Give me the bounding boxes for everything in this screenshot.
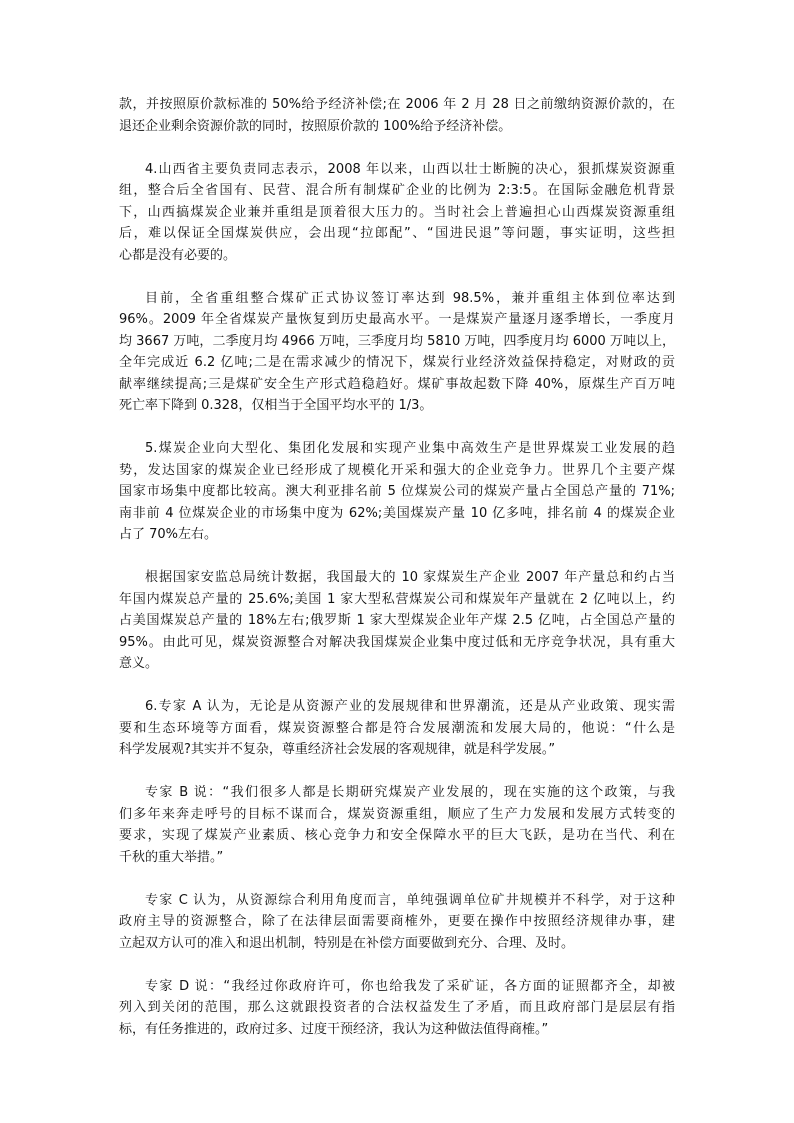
text-line: 们多年来奔走呼号的目标不谋而合，煤炭资源重组，顺应了生产力发展和发展方式转变的	[119, 806, 675, 822]
text-line: 心都是没有必要的。	[119, 247, 237, 263]
text-line: 南非前 4 位煤炭企业的市场集中度为 62%;美国煤炭产量 10 亿多吨，排名前 4 的煤炭企业	[119, 505, 675, 521]
text-line: 专家 C 认为，从资源综合利用角度而言，单纯强调单位矿井规模并不科学，对于这种	[145, 892, 675, 908]
text-line: 立起双方认可的准入和退出机制，特别是在补偿方面要做到充分、合理、及时。	[119, 935, 575, 951]
text-line: 根据国家安监总局统计数据，我国最大的 10 家煤炭生产企业 2007 年产量总和约占当	[145, 570, 675, 585]
paragraph-expert-a	[119, 696, 675, 761]
paragraph-current-status	[119, 288, 675, 417]
text-line: 科学发展观?其实并不复杂，尊重经济社会发展的客观规律，就是科学发展。”	[119, 742, 556, 757]
text-line: 意义。	[119, 656, 159, 671]
text-line: 死亡率下降到 0.328，仅相当于全国平均水平的 1/3。	[119, 398, 433, 413]
paragraph-expert-d	[119, 976, 675, 1041]
text-line: 6.专家 A 认为，无论是从资源产业的发展规律和世界潮流，还是从产业政策、现实需	[145, 699, 675, 714]
text-line: 政府主导的资源整合，除了在法律层面需要商榷外，更要在操作中按照经济规律办事，建	[119, 914, 675, 929]
text-line: 款，并按照原价款标准的 50%给予经济补偿;在 2006 年 2 月 28 日之前缴纳资源价款的，在	[119, 97, 675, 112]
text-line: 专家 D 说：“我经过你政府许可，你也给我发了采矿证，各方面的证照都齐全，却被	[145, 978, 675, 994]
document-body	[119, 94, 675, 1062]
text-line: 标，有任务推进的，政府过多、过度干预经济，我认为这种做法值得商榷。”	[119, 1021, 549, 1037]
text-line: 5.煤炭企业向大型化、集团化发展和实现产业集中高效生产是世界煤炭工业发展的趋	[145, 441, 675, 456]
text-line: 下，山西搞煤炭企业兼并重组是顶着很大压力的。当时社会上普遍担心山西煤炭资源重组	[119, 204, 675, 220]
paragraph-point-4	[119, 159, 675, 267]
text-line: 献率继续提高;三是煤矿安全生产形式趋稳趋好。煤矿事故起数下降 40%，原煤生产百万吨	[119, 376, 675, 392]
text-line: 目前，全省重组整合煤矿正式协议签订率达到 98.5%，兼并重组主体到位率达到	[145, 290, 675, 306]
text-line: 国家市场集中度都比较高。澳大利亚排名前 5 位煤炭公司的煤炭产量占全国总产量的 71%;	[119, 484, 675, 499]
paragraph-point-5	[119, 438, 675, 546]
text-line: 要求，实现了煤炭产业素质、核心竞争力和安全保障水平的巨大飞跃，是功在当代、利在	[119, 828, 675, 843]
text-line: 全年完成近 6.2 亿吨;二是在需求减少的情况下，煤炭行业经济效益保持稳定，对财政的贡	[119, 355, 675, 370]
text-line: 退还企业剩余资源价款的同时，按照原价款的 100%给予经济补偿。	[119, 118, 512, 134]
paragraph-expert-b	[119, 782, 675, 868]
text-line: 均 3667 万吨，二季度月均 4966 万吨，三季度月均 5810 万吨，四季度月均 6000 万吨以上，	[119, 333, 675, 349]
text-line: 95%。由此可见，煤炭资源整合对解决我国煤炭企业集中度过低和无序竞争状况，具有重大	[119, 634, 675, 650]
text-line: 年国内煤炭总产量的 25.6%;美国 1 家大型私营煤炭公司和煤炭年产量就在 2 亿吨以上，约	[119, 591, 675, 607]
text-line: 要和生态环境等方面看，煤炭资源整合都是符合发展潮流和发展大局的，他说：“什么是	[119, 720, 675, 736]
paragraph-statistics	[119, 567, 675, 675]
text-line: 后，难以保证全国煤炭供应，会出现“拉郎配”、“国进民退”等问题，事实证明，这些担	[119, 226, 675, 241]
text-line: 列入到关闭的范围，那么这就跟投资者的合法权益发生了矛盾，而且政府部门是层层有指	[119, 1000, 675, 1015]
text-line: 占了 70%左右。	[119, 527, 218, 542]
text-line: 专家 B 说：“我们很多人都是长期研究煤炭产业发展的，现在实施的这个政策，与我	[145, 785, 675, 800]
text-line: 96%。2009 年全省煤炭产量恢复到历史最高水平。一是煤炭产量逐月逐季增长，一季度月	[119, 312, 675, 327]
text-line: 占美国煤炭总产量的 18%左右;俄罗斯 1 家大型煤炭企业年产煤 2.5 亿吨，占全国总产量的	[119, 613, 675, 628]
text-line: 千秋的重大举措。”	[119, 849, 224, 865]
text-line: 势，发达国家的煤炭企业已经形成了规模化开采和强大的企业竞争力。世界几个主要产煤	[119, 462, 675, 478]
paragraph-expert-c	[119, 890, 675, 955]
text-line: 4.山西省主要负责同志表示，2008 年以来，山西以壮士断腕的决心，狠抓煤炭资源重	[145, 161, 675, 177]
text-line: 组，整合后全省国有、民营、混合所有制煤矿企业的比例为 2:3:5。在国际金融危机背景	[119, 183, 675, 198]
paragraph-compensation-continued	[119, 94, 675, 137]
